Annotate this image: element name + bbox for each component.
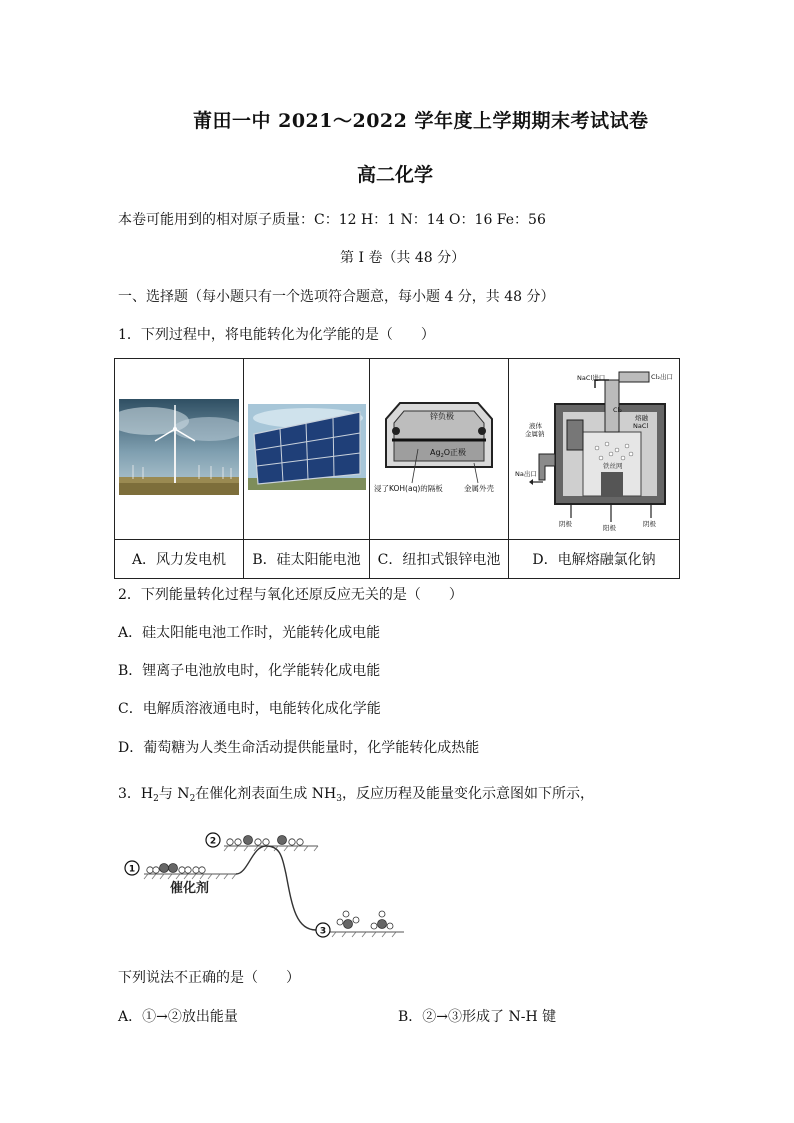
option-d-label: D．电解熔融氯化钠 — [509, 540, 680, 579]
anode-label: 阳极 — [603, 524, 616, 532]
button-battery-image-cell — [370, 359, 509, 540]
liquid-sodium-label-2: 金属钠 — [525, 430, 545, 438]
question-2-option-a: A．硅太阳能电池工作时，光能转化成电能 — [118, 625, 381, 641]
cathode-label-right: 阴极 — [643, 520, 656, 528]
chlorine-outlet-label: Cl₂出口 — [651, 373, 673, 381]
question-1-stem: 1．下列过程中，将电能转化为化学能的是（ ） — [118, 327, 435, 343]
molten-label-1: 熔融 — [635, 414, 648, 422]
electrolysis-cell-diagram — [511, 362, 677, 532]
electrolysis-cell-image-cell — [509, 359, 680, 540]
chlorine-label: Cl₂ — [613, 406, 622, 414]
wind-turbine-image — [119, 399, 239, 495]
question-3-option-b: B．②→③形成了 N-H 键 — [398, 1009, 557, 1025]
part-title: 第 I 卷（共 48 分） — [340, 250, 466, 266]
option-a-label: A．风力发电机 — [115, 540, 244, 579]
reaction-pathway-diagram — [120, 826, 410, 944]
question-3-option-a: A．①→②放出能量 — [118, 1009, 238, 1025]
nacl-inlet-label: NaCl进口 — [577, 374, 606, 382]
option-b-label: B．硅太阳能电池 — [244, 540, 370, 579]
catalyst-label: 催化剂 — [170, 881, 210, 896]
question-2-option-c: C．电解质溶液通电时，电能转化成化学能 — [118, 701, 381, 717]
state-3-label: 3 — [319, 926, 327, 937]
silver-oxide-cathode-label: $Ag_2O$正极 — [430, 448, 467, 459]
sodium-outlet-label: Na出口 — [515, 470, 537, 478]
separator-label: 浸了KOH(aq)的隔板 — [374, 484, 443, 493]
wind-turbine-image-cell — [115, 359, 244, 540]
solar-panel-image — [248, 404, 366, 490]
section-title: 一、选择题（每小题只有一个选项符合题意，每小题 4 分，共 48 分） — [118, 289, 555, 305]
question-2-option-b: B．锂离子电池放电时，化学能转化成电能 — [118, 663, 381, 679]
question-2-stem: 2．下列能量转化过程与氧化还原反应无关的是（ ） — [118, 587, 463, 603]
iron-mesh-label: 铁丝网 — [603, 462, 623, 470]
question-3-prompt: 下列说法不正确的是（ ） — [118, 970, 300, 986]
state-1-label: 1 — [128, 864, 136, 875]
solar-panel-image-cell — [244, 359, 370, 540]
state-2-label: 2 — [209, 836, 217, 847]
cathode-label-left: 阴极 — [559, 520, 572, 528]
molten-label-2: NaCl — [633, 422, 649, 430]
zinc-anode-label: 锌负极 — [430, 412, 454, 421]
option-c-label: C．纽扣式银锌电池 — [370, 540, 509, 579]
atomic-masses-line: 本卷可能用到的相对原子质量：C：12 H：1 N：14 O：16 Fe：56 — [118, 212, 546, 228]
button-battery-diagram — [372, 387, 506, 507]
metal-shell-label: 金属外壳 — [464, 484, 494, 493]
exam-title: 莆田一中 2021～2022 学年度上学期期末考试试卷 — [193, 110, 649, 132]
question-3-stem: 3．$H_2$与 $N_2$在催化剂表面生成 $NH_3$，反应历程及能量变化示意图如下所示， — [118, 786, 594, 804]
subject-title: 高二化学 — [357, 164, 434, 186]
liquid-sodium-label-1: 液体 — [529, 422, 542, 430]
question-2-option-d: D．葡萄糖为人类生命活动提供能量时，化学能转化成热能 — [118, 740, 480, 756]
question-1-options-table — [114, 358, 680, 579]
